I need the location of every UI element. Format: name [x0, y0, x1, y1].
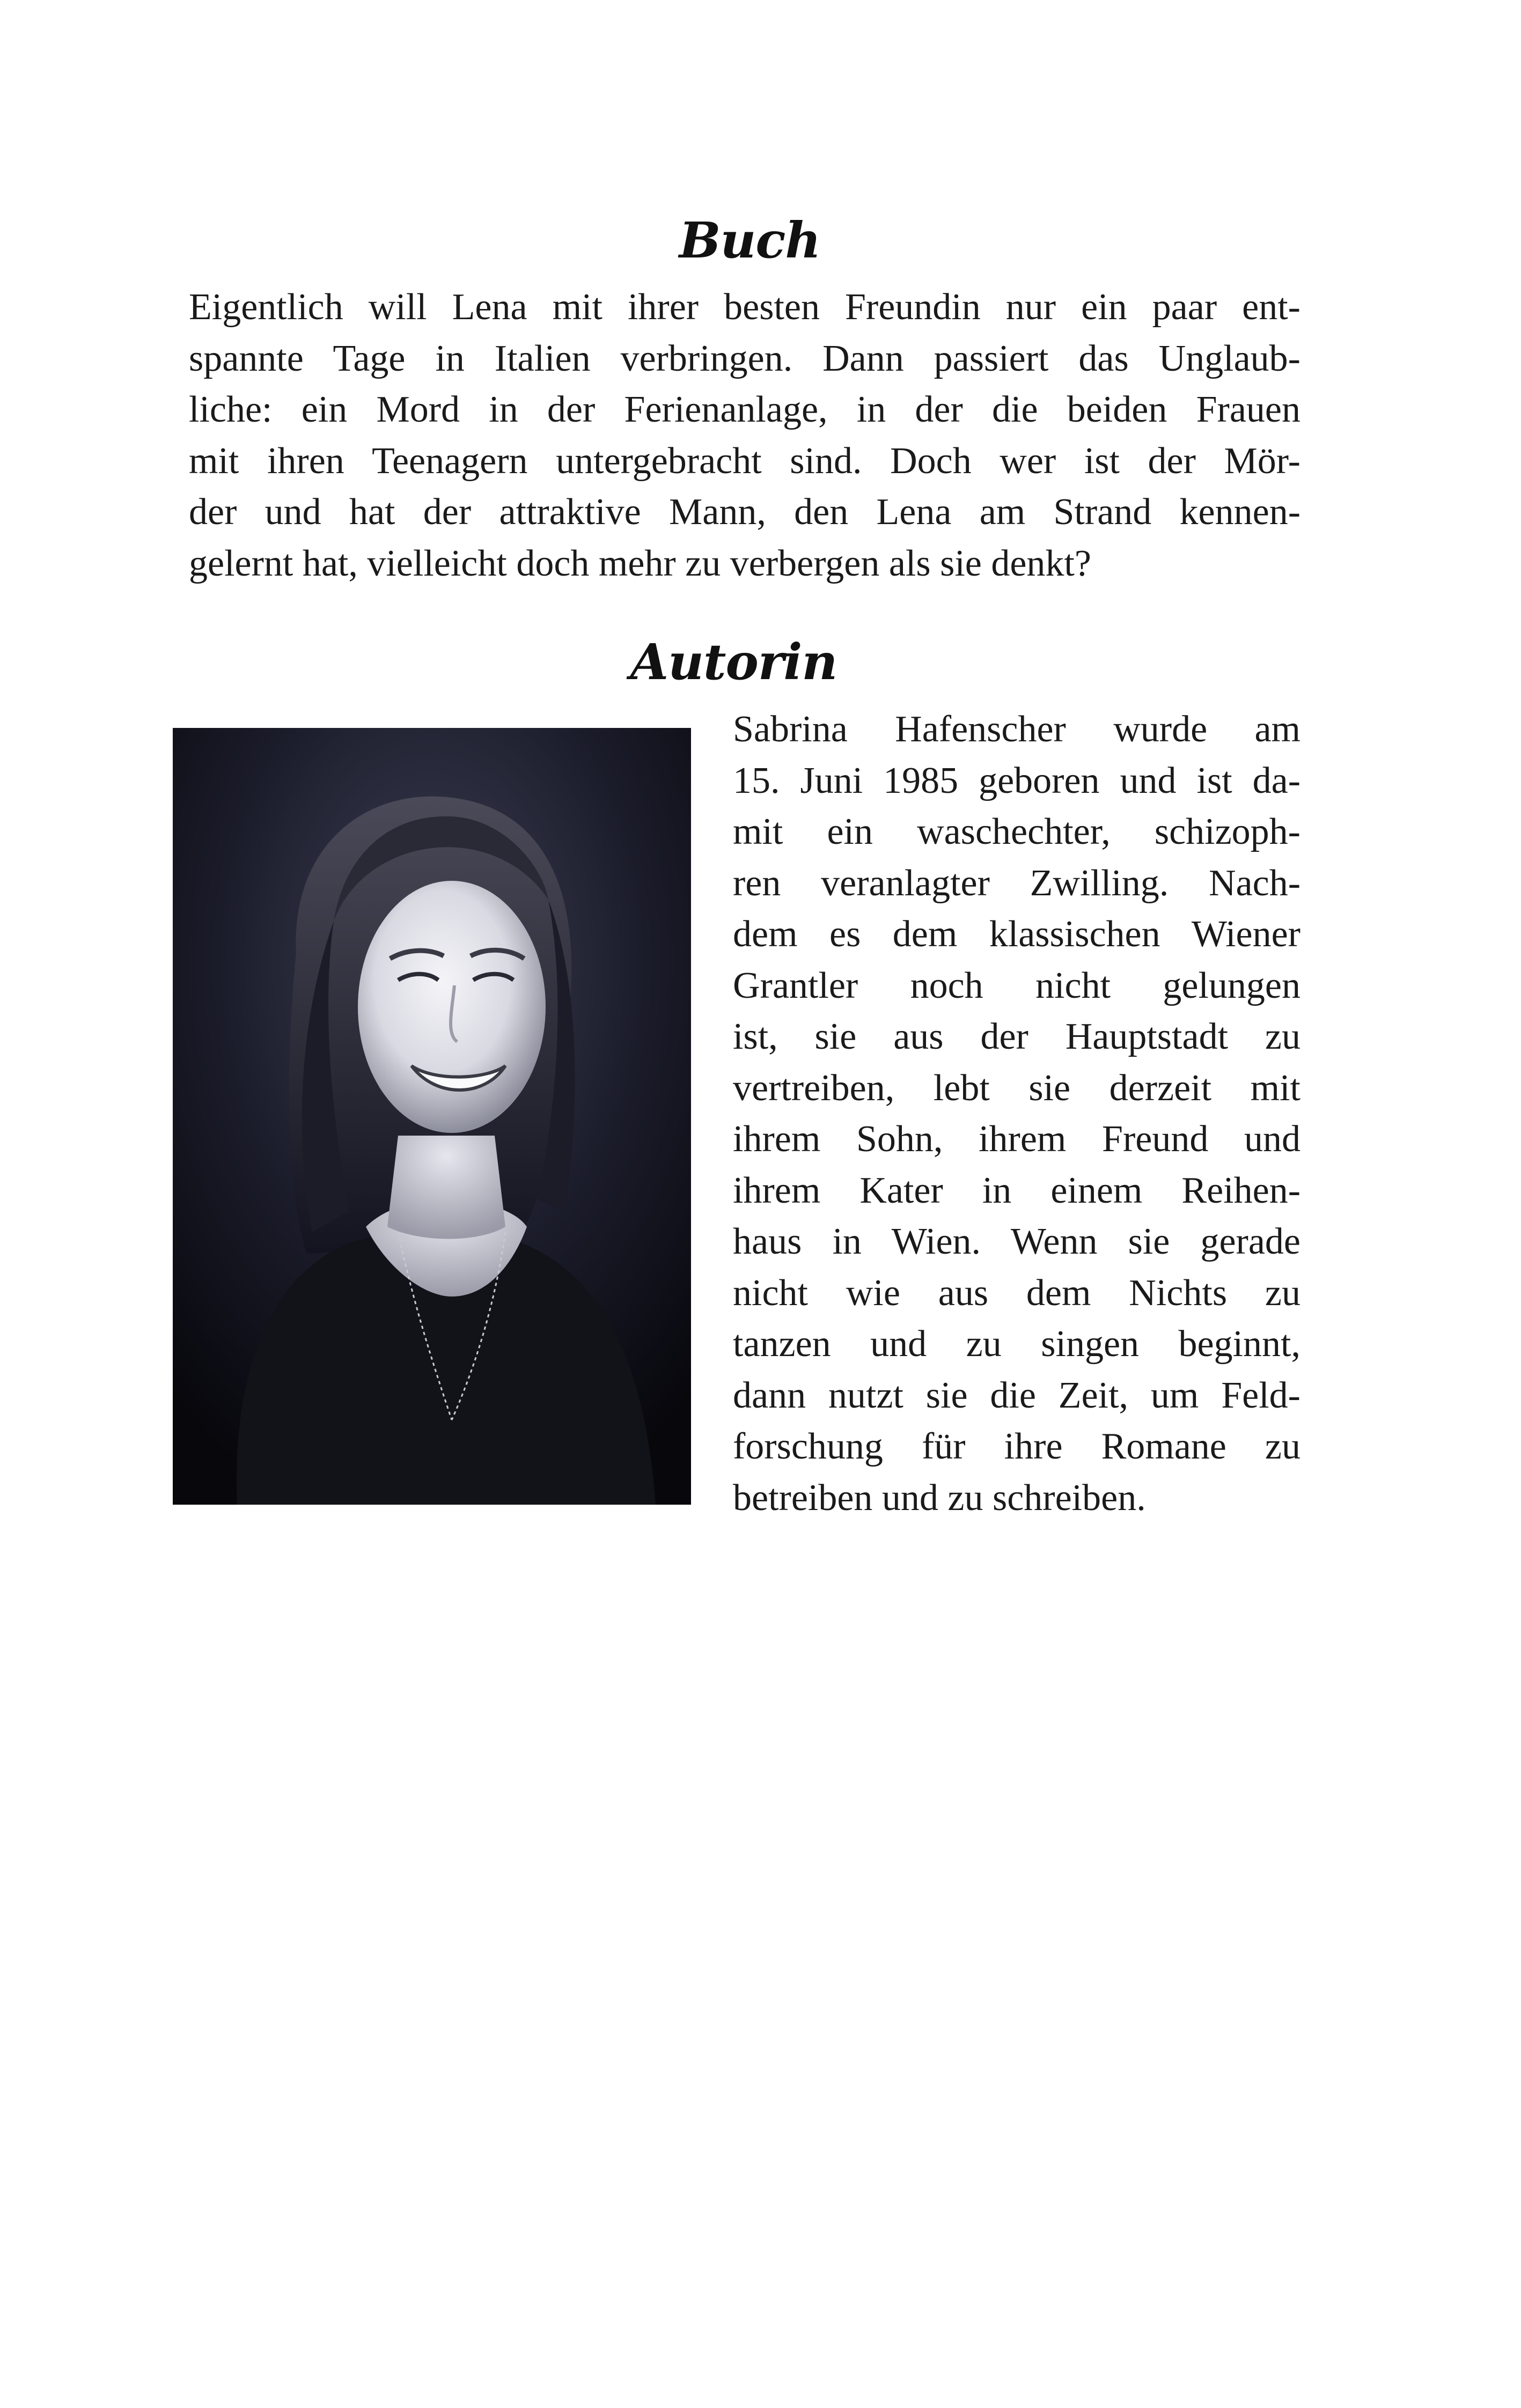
- author-photo: [173, 728, 691, 1505]
- book-description-line: spannte Tage in Italien verbringen. Dann passiert das Unglaub-: [189, 337, 1300, 379]
- book-description-line: gelernt hat, vielleicht doch mehr zu verbergen als sie denkt?: [189, 542, 1091, 584]
- section-heading-buch: Buch: [679, 211, 821, 269]
- author-bio-line: dann nutzt sie die Zeit, um Feld-: [733, 1374, 1300, 1416]
- section-heading-autorin: Autorin: [630, 633, 837, 691]
- author-bio-line: dem es dem klassischen Wiener: [733, 914, 1300, 955]
- book-description-line: liche: ein Mord in der Ferienanlage, in der die beiden Frauen: [189, 389, 1300, 430]
- author-bio-line: forschung für ihre Romane zu: [733, 1426, 1300, 1467]
- author-bio-line: vertreiben, lebt sie derzeit mit: [733, 1067, 1300, 1109]
- book-description: [189, 282, 1300, 589]
- author-bio-line: ren veranlagter Zwilling. Nach-: [733, 862, 1300, 904]
- author-bio-line: betreiben und zu schreiben.: [733, 1477, 1146, 1519]
- author-bio-line: ihrem Kater in einem Reihen-: [733, 1169, 1300, 1211]
- author-bio-line: tanzen und zu singen beginnt,: [733, 1323, 1300, 1365]
- author-portrait-icon: [173, 728, 691, 1505]
- author-bio-line: nicht wie aus dem Nichts zu: [733, 1272, 1300, 1314]
- author-bio-line: mit ein waschechter, schizoph-: [733, 811, 1300, 852]
- author-bio-line: ist, sie aus der Hauptstadt zu: [733, 1016, 1300, 1057]
- book-description-line: der und hat der attraktive Mann, den Lena am Strand kennen-: [189, 491, 1300, 533]
- book-description-line: Eigentlich will Lena mit ihrer besten Freundin nur ein paar ent-: [189, 286, 1300, 328]
- author-bio-line: 15. Juni 1985 geboren und ist da-: [733, 760, 1300, 801]
- author-bio-line: haus in Wien. Wenn sie gerade: [733, 1221, 1300, 1262]
- author-bio-line: ihrem Sohn, ihrem Freund und: [733, 1118, 1300, 1160]
- author-bio: [733, 704, 1300, 1523]
- book-description-line: mit ihren Teenagern untergebracht sind. Doch wer ist der Mör-: [189, 440, 1300, 482]
- author-bio-line: Sabrina Hafenscher wurde am: [733, 709, 1300, 750]
- author-bio-line: Grantler noch nicht gelungen: [733, 964, 1300, 1006]
